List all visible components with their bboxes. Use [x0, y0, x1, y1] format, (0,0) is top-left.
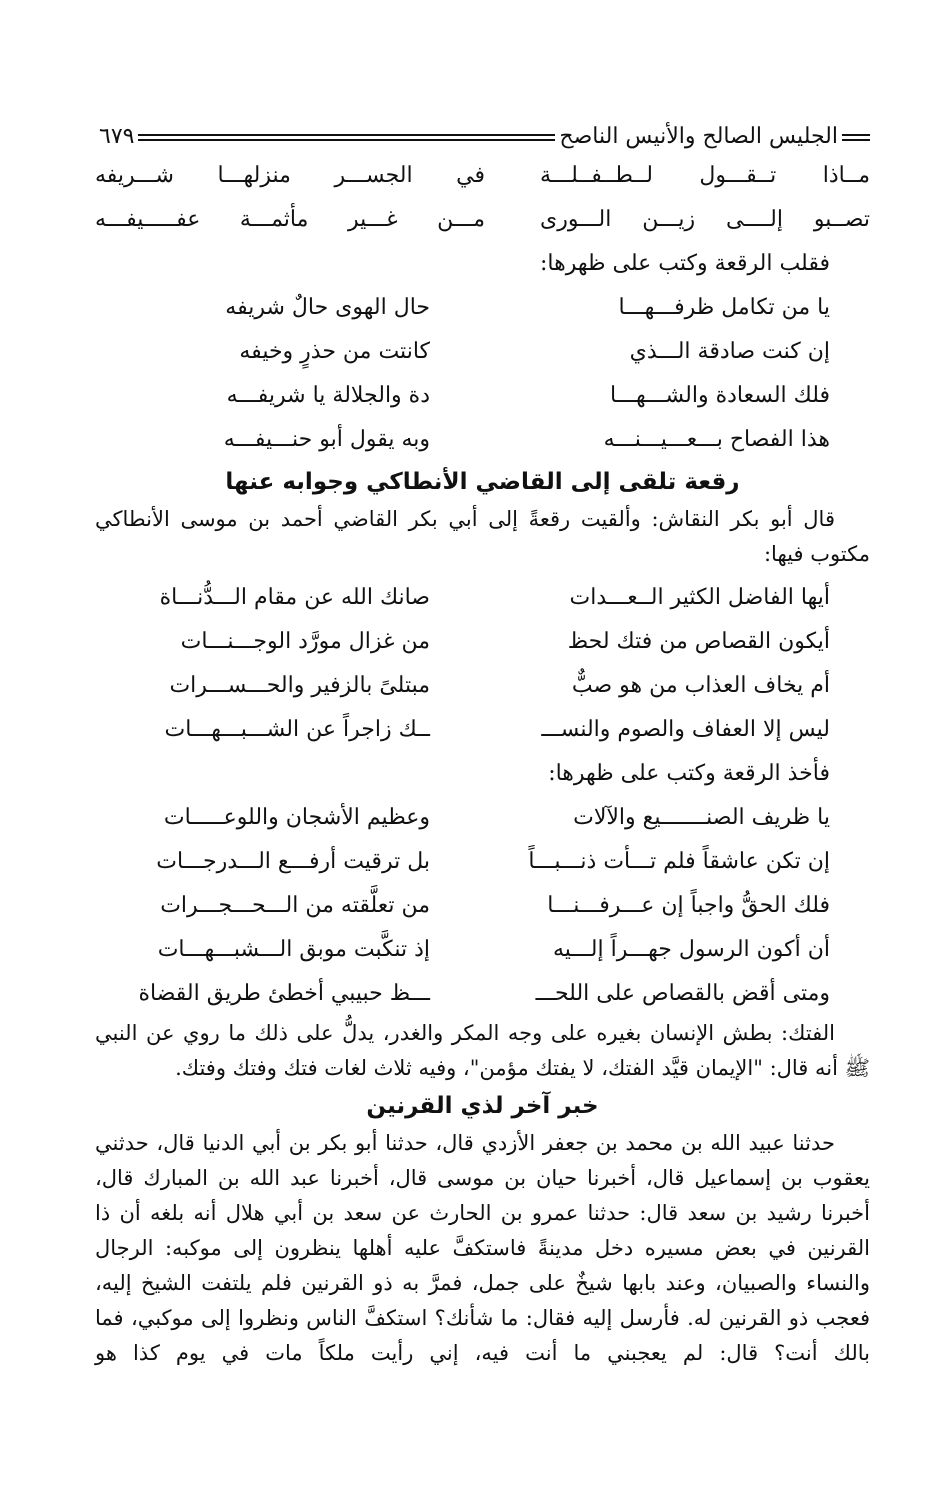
section-heading: رقعة تلقى إلى القاضي الأنطاكي وجوابه عنها — [225, 469, 740, 495]
poem-2 — [95, 286, 870, 462]
first-hemistich: يا ظريف الصنـــــــيع والآلات — [573, 805, 830, 830]
first-hemistich: أن أكون الرسول جهـــراً إلـــيه — [553, 937, 830, 962]
first-hemistich: مــاذا تــقـــول لــطــفــلـــة — [540, 163, 870, 188]
running-header — [95, 120, 870, 154]
second-hemistich: في الجســـر منزلهـــا شـــريفه — [95, 163, 485, 188]
poem-intro: فأخذ الرقعة وكتب على ظهرها: — [548, 761, 830, 786]
second-hemistich: وعظيم الأشجان واللوعـــــات — [163, 805, 430, 830]
first-hemistich: تصــبو إلــــى زيـــن الـــورى — [540, 207, 870, 232]
second-hemistich: ـــظ حبيبي أخطئ طريق القضاة — [138, 981, 430, 1006]
verse — [95, 664, 870, 708]
first-hemistich: ليس إلا العفاف والصوم والنســـ — [541, 717, 830, 742]
first-hemistich: يا من تكامل ظرفـــهـــا — [618, 295, 830, 320]
second-hemistich: من غزال مورَّد الوجـــنـــات — [180, 629, 430, 654]
verse — [95, 374, 870, 418]
verse — [95, 286, 870, 330]
second-hemistich: وبه يقول أبو حنـــيفـــه — [223, 427, 430, 452]
second-hemistich: حال الهوى حالٌ شريفه — [225, 295, 430, 320]
paragraph: قال أبو بكر النقاش: وألقيت رقعةً إلى أبي بكر القاضي أحمد بن موسى الأنطاكي مكتوب فيها: — [95, 507, 870, 566]
second-hemistich: ــك زاجراً عن الشـــبـــهـــات — [164, 717, 430, 742]
second-hemistich: إذ تنكَّبت موبق الـــشبـــهـــات — [157, 937, 430, 962]
first-hemistich: أيها الفاضل الكثير الــعـــدات — [569, 585, 830, 610]
first-hemistich: فلك الحقُّ واجباً إن عـــرفـــنـــا — [547, 893, 830, 918]
verse — [95, 708, 870, 752]
paragraph: الفتك: بطش الإنسان بغيره على وجه المكر والغدر، يدلُّ على ذلك ما روي عن النبي ﷺ أنه قال: "الإيمان قيَّد الفتك، لا يفتك مؤمن"، وفيه ثلاث لغات فتك وفتك وفتك. — [95, 1021, 870, 1080]
book-page — [95, 120, 870, 1371]
paragraph: حدثنا عبيد الله بن محمد بن جعفر الأزدي قال، حدثنا أبو بكر بن أبي الدنيا قال، حدثني يعقوب بن إسماعيل قال، أخبرنا حيان بن موسى قال، أخبرنا عبد الله بن المبارك قال، أخبرنا رشيد بن سعد قال: حدثنا عمرو بن الحارث عن سعد بن أبي هلال أنه بلغه أن ذا القرنين في بعض مسيره دخل مدينةً فاستكفَّ عليه أهلها ينظرون إلى موكبه: الرجال والنساء والصبيان، وعند بابها شيخٌ على جمل، فمرَّ به ذو القرنين فلم يلتفت الشيخ إليه، فعجب ذو القرنين له. فأرسل إليه فقال: ما شأنك؟ استكفَّ الناس ونظروا إلى موكبي، فما بالك أنت؟ قال: لم يعجبني ما أنت فيه، إني رأيت ملكاً مات في يوم كذا هو — [95, 1131, 870, 1365]
verse — [95, 620, 870, 664]
second-hemistich: كانتت من حذرٍ وخيفه — [239, 339, 430, 364]
section-heading: خبر آخر لذي القرنين — [366, 1093, 599, 1119]
second-hemistich: مـــن غـــير مأثمـــة عفـــــيفـــه — [95, 207, 485, 232]
first-hemistich: هذا الفصاح بـــعـــيـــنـــه — [603, 427, 830, 452]
first-hemistich: إن كنت صادقة الـــذي — [629, 339, 830, 364]
second-hemistich: من تعلَّقته من الـــحـــجـــرات — [160, 893, 430, 918]
second-hemistich: بل ترقيت أرفـــع الـــدرجـــات — [156, 849, 430, 874]
verse — [95, 840, 870, 884]
verse — [95, 330, 870, 374]
second-hemistich: دة والجلالة يا شريفـــه — [226, 383, 430, 408]
page-number: ٦٧٩ — [95, 120, 138, 154]
verse — [95, 154, 870, 198]
poem-3 — [95, 576, 870, 752]
poem-1 — [95, 154, 870, 242]
verse — [95, 198, 870, 242]
first-hemistich: فلك السعادة والشـــهـــا — [610, 383, 830, 408]
poem-intro: فقلب الرقعة وكتب على ظهرها: — [540, 251, 830, 276]
verse — [95, 796, 870, 840]
verse — [95, 576, 870, 620]
second-hemistich: صانك الله عن مقام الـــدُّنـــاة — [159, 585, 430, 610]
first-hemistich: أيكون القصاص من فتك لحظ — [567, 629, 830, 654]
verse — [95, 884, 870, 928]
verse — [95, 972, 870, 1016]
running-title: الجليس الصالح والأنيس الناصح — [555, 120, 842, 154]
first-hemistich: ومتى أقض بالقصاص على اللحـــ — [535, 981, 830, 1006]
first-hemistich: أم يخاف العذاب من هو صبٌّ — [571, 673, 830, 698]
first-hemistich: إن تكن عاشقاً فلم تـــأت ذنـــبـــاً — [528, 849, 830, 874]
second-hemistich: مبتلىً بالزفير والحـــســـرات — [169, 673, 430, 698]
poem-4 — [95, 796, 870, 1016]
verse — [95, 928, 870, 972]
verse — [95, 418, 870, 462]
